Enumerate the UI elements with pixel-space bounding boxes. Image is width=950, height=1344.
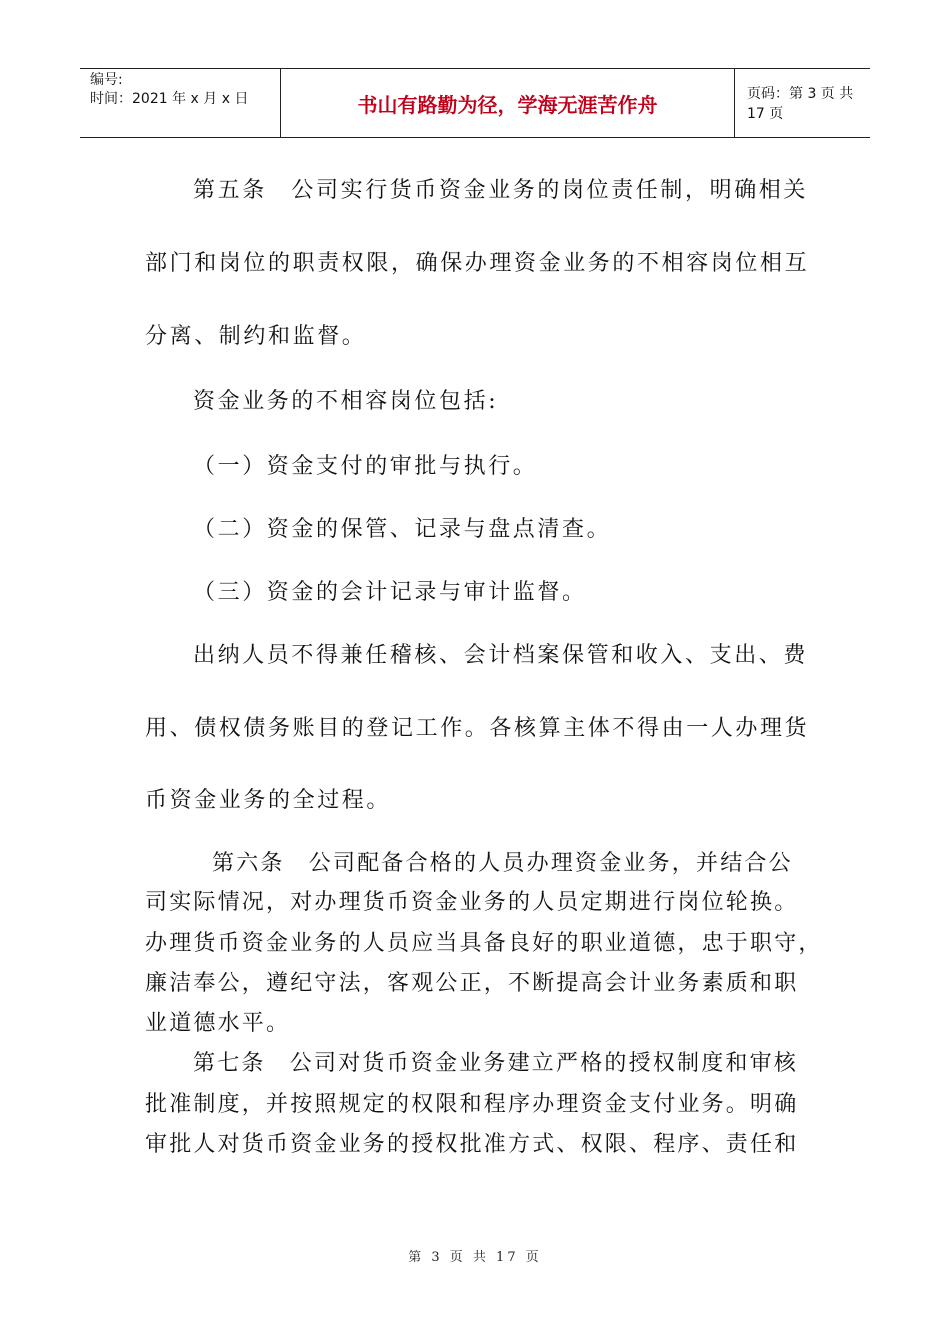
incompatible-posts-intro: 资金业务的不相容岗位包括: [193,389,499,414]
article-6-line-5: 业道德水平。 [145,1011,291,1036]
article-5-line-2: 部门和岗位的职责权限，确保办理资金业务的不相容岗位相互 [145,251,810,276]
header-meta [80,69,280,137]
article-6-line-4: 廉洁奉公，遵纪守法，客观公正，不断提高会计业务素质和职 [145,971,799,996]
article-6-line-3: 办理货币资金业务的人员应当具备良好的职业道德，忠于职守， [145,931,823,956]
article-7-line-2: 批准制度，并按照规定的权限和程序办理资金支付业务。明确 [145,1092,799,1117]
page-header [80,68,870,138]
document-date: 时间：2021 年 x 月 x 日 [90,91,249,107]
incompatible-post-1: （一）资金支付的审批与执行。 [193,454,538,479]
cashier-rule-line-2: 用、债权债务账目的登记工作。各核算主体不得由一人办理货 [145,716,810,741]
cashier-rule-line-1: 出纳人员不得兼任稽核、会计档案保管和收入、支出、费 [193,643,809,668]
article-6-line-1: 第六条 公司配备合格的人员办理资金业务，并结合公 [212,851,793,876]
header-page-info: 页码：第 3 页 共 17 页 [747,86,854,122]
page-footer: 第 3 页 共 17 页 [408,1250,542,1265]
incompatible-post-2: （二）资金的保管、记录与盘点清查。 [193,517,612,542]
header-motto: 书山有路勤为径，学海无涯苦作舟 [280,69,735,137]
cashier-rule-line-3: 币资金业务的全过程。 [145,788,392,813]
article-6-line-2: 司实际情况，对办理货币资金业务的人员定期进行岗位轮换。 [145,890,799,915]
incompatible-post-3: （三）资金的会计记录与审计监督。 [193,580,587,605]
article-5-line-3: 分离、制约和监督。 [145,324,367,349]
document-number-label: 编号: [90,72,123,88]
article-5-line-1: 第五条 公司实行货币资金业务的岗位责任制，明确相关 [193,178,809,203]
article-7-line-1: 第七条 公司对货币资金业务建立严格的授权制度和审核 [193,1051,799,1076]
article-7-line-3: 审批人对货币资金业务的授权批准方式、权限、程序、责任和 [145,1132,799,1157]
